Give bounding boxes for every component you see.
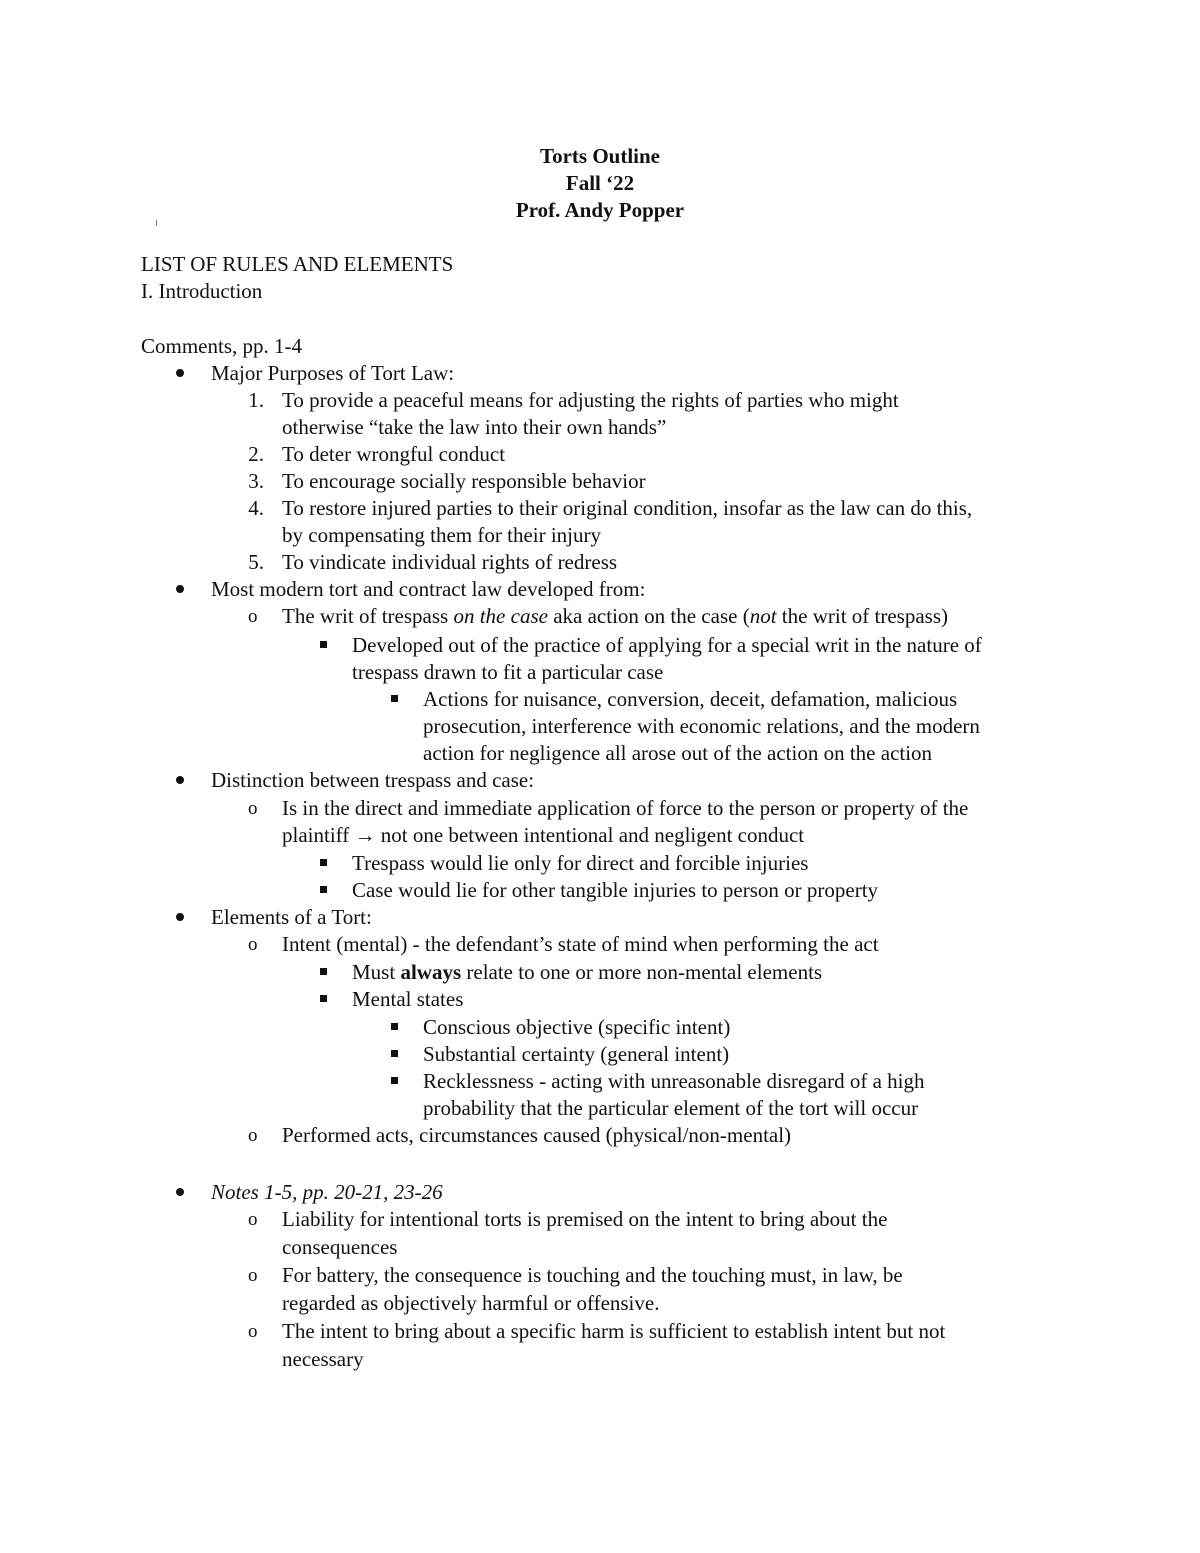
- circle-bullet-icon: o: [248, 934, 258, 955]
- square-bullet-icon: [320, 886, 327, 893]
- bullet-icon: [176, 776, 184, 784]
- square-bullet-icon: [391, 1077, 398, 1084]
- circle-bullet-icon: o: [248, 606, 258, 627]
- square-bullet-icon: [320, 641, 327, 648]
- writ-text: The writ of trespass on the case aka action on the case (not the writ of trespass): [282, 604, 949, 628]
- document-term: Fall ‘22: [565, 171, 635, 195]
- square-bullet-icon: [320, 968, 327, 975]
- square-bullet-icon: [320, 859, 327, 866]
- circle-bullet-icon: o: [248, 1321, 258, 1342]
- square-bullet-icon: [391, 1023, 398, 1030]
- bullet-icon: [176, 369, 184, 377]
- document-professor: Prof. Andy Popper: [515, 198, 685, 222]
- must-always-text: Must always relate to one or more non-mental elements: [352, 960, 823, 984]
- circle-bullet-icon: o: [248, 1209, 258, 1230]
- stray-mark: [156, 220, 157, 226]
- square-bullet-icon: [320, 995, 327, 1002]
- bullet-icon: [176, 913, 184, 921]
- square-bullet-icon: [391, 1050, 398, 1057]
- document-page: Torts Outline Fall ‘22 Prof. Andy Popper LIST OF RULES AND ELEMENTS I. Introduction Comments, pp. 1-4 Major Purposes of Tort Law: 1. To provide a peaceful means for adjusting the rights of parties who might otherwise “take the law into their own hands” 2. To deter wrongful conduct 3. To encourage socially responsible behavior 4. To restore injured parties to their original condition, insofar as the law can do this, by compensating them for their injury 5. To vindicate individual rights of redress Most modern tort and contract law developed from: o The writ of trespass on the case aka action on the case (not the writ of trespass) Developed out of the practice of applying for a special writ in the nature of trespass drawn to fit a particular case Actions for nuisance, conversion, deceit, defamation, malicious prosecution, interference with economic relations, and the modern action for negligence all arose out of the action on the action Distinction between trespass and case: o Is in the direct and immediate application of force to the person or property of the plaintiff → not one between intentional and negligent conduct Trespass would lie only for direct and forcible injuries Case would lie for other tangible injuries to person or property Elements of a Tort: o Intent (mental) - the defendant’s state of mind when performing the act Must always relate to one or more non-mental elements Mental states Conscious objective (specific intent) Substantial certainty (general intent) Recklessness - acting with unreasonable disregard of a high probability that the particular element of the tort will occur o Performed acts, circumstances caused (physical/non-mental) Notes 1-5, pp. 20-21, 23-26 o Liability for intentional torts is premised on the intent to bring about the consequences o For battery, the consequence is touching and the touching must, in law, be regarded as objectively harmful or offensive. o The intent to bring about a specific harm is sufficient to establish intent but not necessary: [0, 0, 1200, 1553]
- circle-bullet-icon: o: [248, 1265, 258, 1286]
- bullet-icon: [176, 585, 184, 593]
- circle-bullet-icon: o: [248, 1125, 258, 1146]
- bullet-icon: [176, 1188, 184, 1196]
- document-title: Torts Outline: [540, 144, 660, 168]
- title-block: [0, 143, 1200, 224]
- square-bullet-icon: [391, 695, 398, 702]
- circle-bullet-icon: o: [248, 798, 258, 819]
